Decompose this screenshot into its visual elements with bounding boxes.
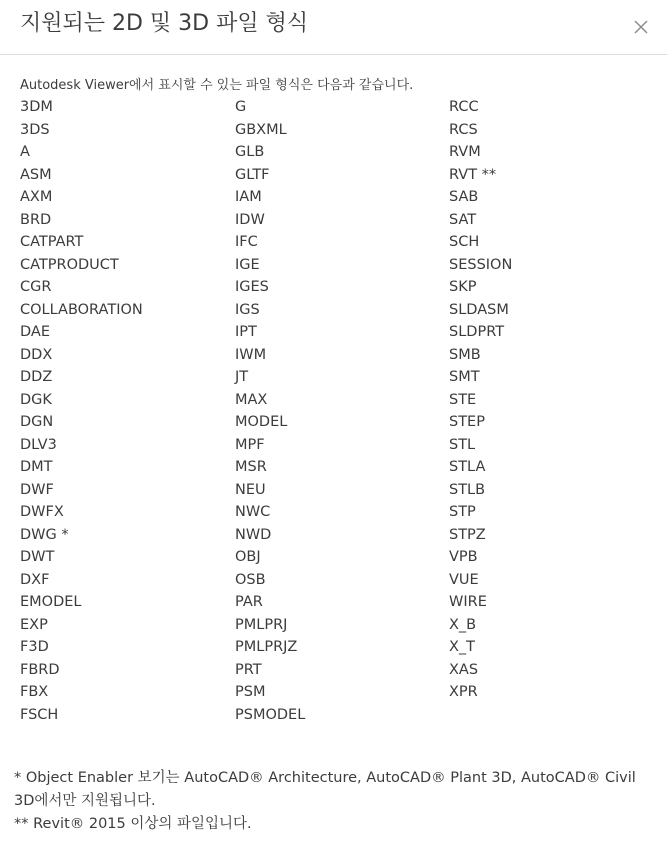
format-item: STE	[449, 391, 477, 408]
format-item: DLV3	[20, 436, 57, 453]
format-item: IFC	[235, 234, 258, 250]
format-item: FSCH	[20, 706, 59, 723]
format-item: 3DS	[20, 121, 50, 138]
format-item: MAX	[235, 391, 268, 408]
format-item: IWM	[235, 346, 267, 363]
format-item: MODEL	[235, 414, 288, 430]
format-column-2	[235, 96, 305, 726]
format-item: JT	[235, 369, 249, 385]
format-item: RVT **	[449, 166, 497, 183]
format-item: G	[235, 99, 247, 115]
format-item: SAB	[449, 189, 479, 205]
format-item: DMT	[20, 459, 53, 475]
dialog-title: 지원되는 2D 및 3D 파일 형식	[20, 11, 309, 36]
format-item: DWFX	[20, 504, 64, 520]
format-item: IGE	[235, 256, 260, 273]
format-item: OSB	[235, 571, 266, 588]
format-item: RCS	[449, 121, 478, 138]
format-item: STEP	[449, 414, 485, 430]
format-item: SAT	[449, 211, 477, 228]
format-item: DGK	[20, 391, 52, 408]
format-item: GBXML	[235, 121, 287, 138]
format-item: SMT	[449, 369, 480, 385]
format-item: VPB	[449, 549, 478, 565]
format-item: MPF	[235, 436, 265, 453]
format-item: PAR	[235, 594, 263, 610]
format-item: NWC	[235, 504, 271, 520]
format-item: X_B	[449, 616, 477, 633]
format-item: BRD	[20, 211, 52, 228]
format-item: DWF	[20, 481, 54, 498]
format-item: IGES	[235, 279, 269, 295]
format-item: NEU	[235, 481, 266, 498]
format-item: IGS	[235, 301, 260, 318]
format-item: DWG *	[20, 526, 69, 543]
format-item: MSR	[235, 459, 267, 475]
format-item: GLTF	[235, 166, 270, 183]
format-item: IPT	[235, 324, 257, 340]
format-item: IAM	[235, 189, 262, 205]
footnote-object-enabler-line1: * Object Enabler 보기는 AutoCAD® Architecture, AutoCAD® Plant 3D, AutoCAD® Civil	[14, 770, 636, 786]
format-item: CATPRODUCT	[20, 256, 119, 273]
format-item: PSM	[235, 684, 266, 700]
format-item: CGR	[20, 279, 52, 295]
format-item: STLB	[449, 481, 486, 498]
format-item: X_T	[449, 639, 476, 655]
format-item: RVM	[449, 144, 481, 160]
format-item: 3DM	[20, 99, 53, 115]
format-item: A	[20, 144, 30, 160]
close-button[interactable]	[628, 14, 654, 40]
format-item: DAE	[20, 324, 50, 340]
format-item: STP	[449, 504, 476, 520]
format-column-1	[20, 96, 143, 726]
format-item: RCC	[449, 99, 479, 115]
format-item: EMODEL	[20, 594, 82, 610]
footnote-object-enabler	[14, 767, 654, 813]
format-item: SMB	[449, 346, 481, 363]
format-item: F3D	[20, 639, 49, 655]
format-item: COLLABORATION	[20, 301, 143, 318]
format-item: SESSION	[449, 256, 513, 273]
intro-text: Autodesk Viewer에서 표시할 수 있는 파일 형식은 다음과 같습니다.	[20, 78, 414, 93]
format-item: DGN	[20, 414, 54, 430]
footnote-revit: ** Revit® 2015 이상의 파일입니다.	[14, 816, 252, 832]
format-item: ASM	[20, 166, 52, 183]
footnote-object-enabler-line2: 3D에서만 지원됩니다.	[14, 793, 156, 809]
format-item: GLB	[235, 144, 265, 160]
format-item: OBJ	[235, 549, 261, 565]
format-item: NWD	[235, 526, 272, 543]
footnotes	[14, 767, 654, 836]
format-item: FBRD	[20, 661, 60, 678]
format-item: EXP	[20, 616, 48, 633]
format-item: PSMODEL	[235, 706, 306, 723]
format-item: DWT	[20, 549, 55, 565]
format-item: IDW	[235, 211, 265, 228]
format-item: SKP	[449, 279, 477, 295]
format-item: SLDPRT	[449, 324, 505, 340]
format-item: STPZ	[449, 526, 486, 543]
format-item: WIRE	[449, 594, 487, 610]
format-item: AXM	[20, 189, 53, 205]
format-item: DXF	[20, 571, 50, 588]
format-item: SLDASM	[449, 301, 509, 318]
format-item: PMLPRJZ	[235, 639, 298, 655]
format-item: PRT	[235, 661, 262, 678]
format-item: XPR	[449, 684, 478, 700]
format-item: STL	[449, 436, 476, 453]
format-item: STLA	[449, 459, 486, 475]
format-item: PMLPRJ	[235, 616, 288, 633]
format-item: CATPART	[20, 234, 84, 250]
format-item: SCH	[449, 234, 480, 250]
format-item: VUE	[449, 571, 479, 588]
format-column-3	[449, 96, 512, 704]
format-item: DDX	[20, 346, 53, 363]
dialog-header	[0, 0, 667, 55]
format-item: XAS	[449, 661, 479, 678]
format-item: FBX	[20, 684, 49, 700]
format-item: DDZ	[20, 369, 53, 385]
close-icon	[628, 14, 654, 40]
